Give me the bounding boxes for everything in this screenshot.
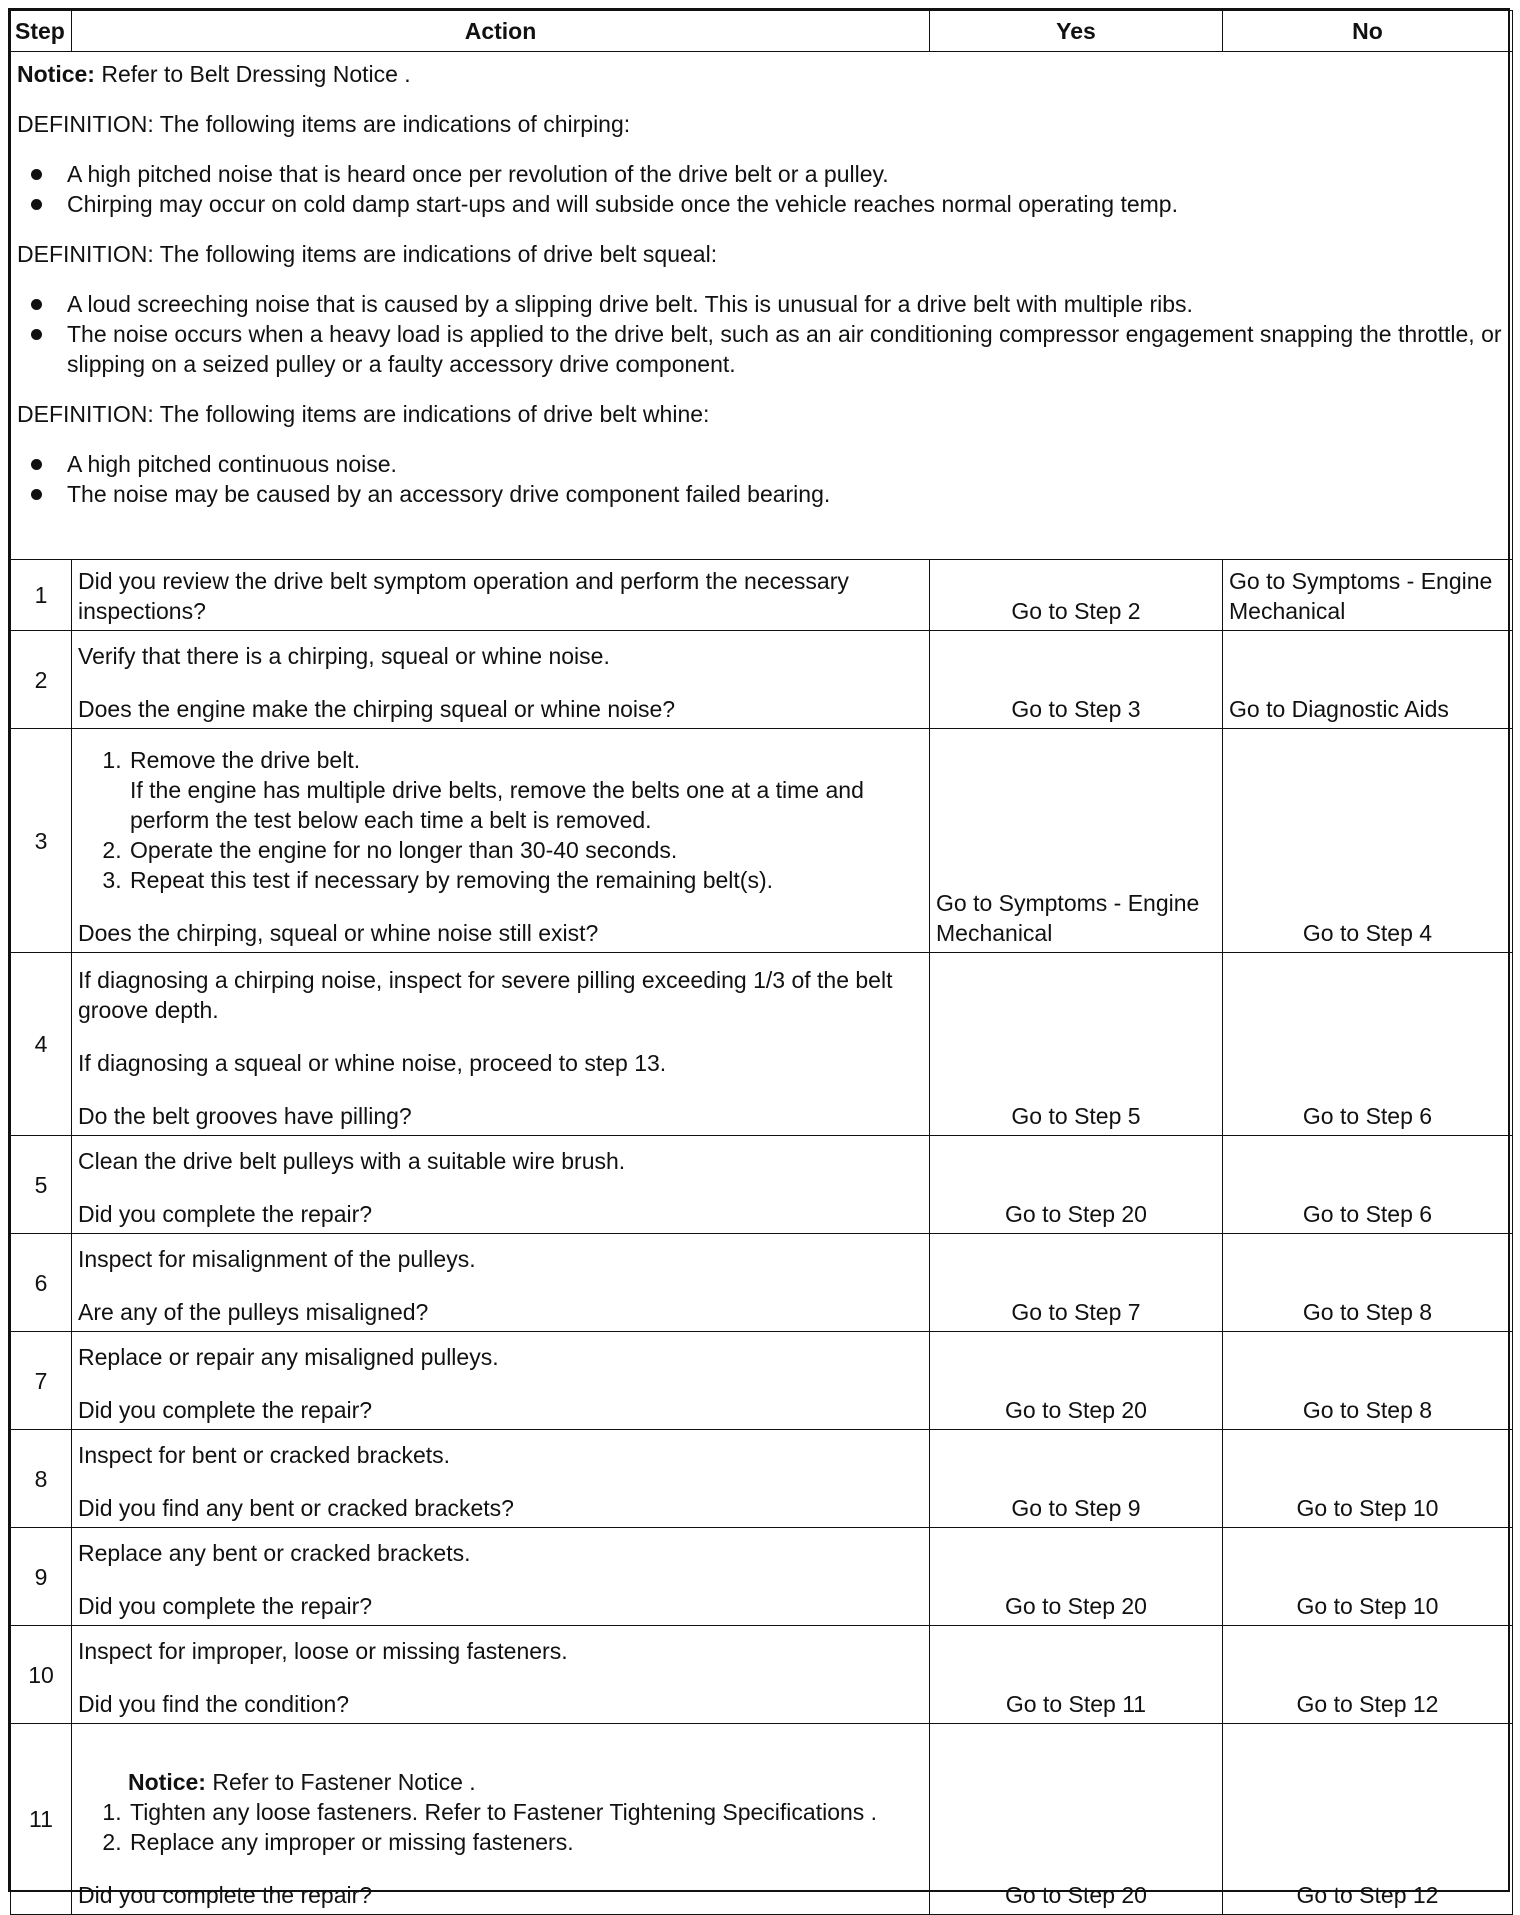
yes-cell: Go to Step 9: [930, 1430, 1223, 1528]
list-item: 1. Tighten any loose fasteners. Refer to Fastener Tightening Specifications .: [128, 1797, 923, 1827]
bullet-icon: [31, 329, 42, 340]
action-list: [78, 1797, 923, 1857]
header-yes: Yes: [930, 11, 1223, 52]
action-cell: [72, 1332, 930, 1430]
action-question: Did you complete the repair?: [78, 1397, 373, 1423]
bullet-icon: [31, 299, 42, 310]
action-question: Did you review the drive belt symptom operation and perform the necessary inspections?: [78, 568, 849, 624]
diagnostic-table-document: [8, 8, 1510, 1908]
action-cell: [72, 1724, 930, 1915]
action-question: Did you complete the repair?: [78, 1201, 373, 1227]
definition-squeal: DEFINITION: The following items are indications of drive belt squeal:: [17, 241, 718, 267]
bullet-icon: [31, 489, 42, 500]
action-instruction: Inspect for misalignment of the pulleys.: [78, 1246, 476, 1272]
action-instruction: Replace or repair any misaligned pulleys.: [78, 1344, 499, 1370]
no-cell: Go to Step 8: [1223, 1234, 1513, 1332]
action-question: Did you complete the repair?: [78, 1882, 373, 1908]
action-cell: [72, 1626, 930, 1724]
step-number: 6: [11, 1234, 72, 1332]
list-item-text: A loud screeching noise that is caused by a slipping drive belt. This is unusual for a drive belt with multiple ribs.: [67, 291, 1193, 317]
table-row: [11, 560, 1513, 631]
table-row: [11, 1528, 1513, 1626]
action-cell: [72, 1234, 930, 1332]
header-row: [11, 11, 1513, 52]
action-cell: [72, 631, 930, 729]
table-row: [11, 1724, 1513, 1915]
no-cell: Go to Diagnostic Aids: [1223, 631, 1513, 729]
action-question: Does the chirping, squeal or whine noise still exist?: [78, 920, 599, 946]
notice-label: Notice:: [17, 61, 95, 87]
action-cell: [72, 1136, 930, 1234]
intro-cell: [11, 52, 1513, 560]
intro-row: [11, 52, 1513, 560]
notice-label: Notice:: [128, 1769, 206, 1795]
definition-chirping: DEFINITION: The following items are indications of chirping:: [17, 111, 631, 137]
definition-whine: DEFINITION: The following items are indications of drive belt whine:: [17, 401, 710, 427]
table-row: [11, 631, 1513, 729]
no-cell: Go to Step 8: [1223, 1332, 1513, 1430]
action-question: Did you complete the repair?: [78, 1593, 373, 1619]
action-cell: [72, 1528, 930, 1626]
list-item-text: The noise may be caused by an accessory drive component failed bearing.: [67, 481, 831, 507]
action-instruction: Verify that there is a chirping, squeal or whine noise.: [78, 643, 610, 669]
table-row: [11, 953, 1513, 1136]
action-list: [78, 745, 923, 895]
table-row: [11, 1234, 1513, 1332]
list-item-text: Chirping may occur on cold damp start-ups and will subside once the vehicle reaches normal operating temp.: [67, 191, 1178, 217]
action-cell: [72, 953, 930, 1136]
step-number: 1: [11, 560, 72, 631]
action-instruction: Inspect for improper, loose or missing fasteners.: [78, 1638, 568, 1664]
yes-cell: Go to Step 20: [930, 1724, 1223, 1915]
yes-cell: Go to Step 5: [930, 953, 1223, 1136]
notice-text: Refer to Belt Dressing Notice .: [94, 61, 411, 87]
yes-cell: Go to Step 20: [930, 1332, 1223, 1430]
fastener-notice: [78, 1767, 923, 1797]
no-cell: Go to Step 6: [1223, 953, 1513, 1136]
header-no: No: [1223, 11, 1513, 52]
list-item: 3. Repeat this test if necessary by removing the remaining belt(s).: [128, 865, 923, 895]
step-number: 11: [11, 1724, 72, 1915]
list-item: 1. Remove the drive belt. If the engine has multiple drive belts, remove the belts one at a time and perform the test below each time a belt is removed.: [128, 745, 923, 835]
yes-cell: Go to Step 7: [930, 1234, 1223, 1332]
action-question: Did you find the condition?: [78, 1691, 350, 1717]
step-number: 10: [11, 1626, 72, 1724]
list-item: [67, 479, 1506, 509]
table-row: [11, 729, 1513, 953]
bullet-icon: [31, 459, 42, 470]
list-item-text: The noise occurs when a heavy load is applied to the drive belt, such as an air conditioning compressor engagement snapping the throttle, or slipping on a seized pulley or a faulty accessory drive component.: [67, 321, 1502, 377]
belt-dressing-notice: [17, 59, 1506, 89]
action-cell: [72, 560, 930, 631]
list-item: [67, 319, 1506, 379]
yes-cell: Go to Step 20: [930, 1136, 1223, 1234]
action-question: Did you find any bent or cracked brackets?: [78, 1495, 514, 1521]
bullet-icon: [31, 169, 42, 180]
table-row: [11, 1136, 1513, 1234]
step-number: 5: [11, 1136, 72, 1234]
no-cell: Go to Step 10: [1223, 1528, 1513, 1626]
no-cell: Go to Step 12: [1223, 1724, 1513, 1915]
list-item: [67, 159, 1506, 189]
action-instruction: Inspect for bent or cracked brackets.: [78, 1442, 451, 1468]
table-row: [11, 1626, 1513, 1724]
table-row: [11, 1430, 1513, 1528]
action-question: Does the engine make the chirping squeal or whine noise?: [78, 696, 676, 722]
action-cell: [72, 1430, 930, 1528]
step-number: 4: [11, 953, 72, 1136]
no-cell: Go to Step 12: [1223, 1626, 1513, 1724]
whine-list: [17, 449, 1506, 509]
action-instruction: If diagnosing a chirping noise, inspect for severe pilling exceeding 1/3 of the belt groove depth.: [78, 967, 893, 1023]
step-number: 3: [11, 729, 72, 953]
step-number: 7: [11, 1332, 72, 1430]
chirping-list: [17, 159, 1506, 219]
bullet-icon: [31, 199, 42, 210]
yes-cell: Go to Step 3: [930, 631, 1223, 729]
list-item: [67, 289, 1506, 319]
header-action: Action: [72, 11, 930, 52]
header-step: Step: [11, 11, 72, 52]
action-instruction: Clean the drive belt pulleys with a suitable wire brush.: [78, 1148, 626, 1174]
squeal-list: [17, 289, 1506, 379]
notice-text: Refer to Fastener Notice .: [205, 1769, 476, 1795]
step-number: 9: [11, 1528, 72, 1626]
yes-cell: Go to Symptoms - Engine Mechanical: [930, 729, 1223, 953]
action-cell: [72, 729, 930, 953]
action-question: Do the belt grooves have pilling?: [78, 1103, 412, 1129]
yes-cell: Go to Step 20: [930, 1528, 1223, 1626]
list-item: 2. Replace any improper or missing fasteners.: [128, 1827, 923, 1857]
list-item: 2. Operate the engine for no longer than 30-40 seconds.: [128, 835, 923, 865]
list-item-text: A high pitched noise that is heard once per revolution of the drive belt or a pulley.: [67, 161, 889, 187]
step-number: 2: [11, 631, 72, 729]
no-cell: Go to Step 4: [1223, 729, 1513, 953]
no-cell: Go to Step 10: [1223, 1430, 1513, 1528]
list-item: [67, 449, 1506, 479]
list-item-text: A high pitched continuous noise.: [67, 451, 397, 477]
no-cell: Go to Step 6: [1223, 1136, 1513, 1234]
yes-cell: Go to Step 11: [930, 1626, 1223, 1724]
diagnostic-table: [10, 10, 1513, 1915]
yes-cell: Go to Step 2: [930, 560, 1223, 631]
no-cell: Go to Symptoms - Engine Mechanical: [1223, 560, 1513, 631]
step-number: 8: [11, 1430, 72, 1528]
action-question: Are any of the pulleys misaligned?: [78, 1299, 429, 1325]
list-item: [67, 189, 1506, 219]
action-instruction: If diagnosing a squeal or whine noise, proceed to step 13.: [78, 1050, 667, 1076]
table-row: [11, 1332, 1513, 1430]
action-instruction: Replace any bent or cracked brackets.: [78, 1540, 471, 1566]
